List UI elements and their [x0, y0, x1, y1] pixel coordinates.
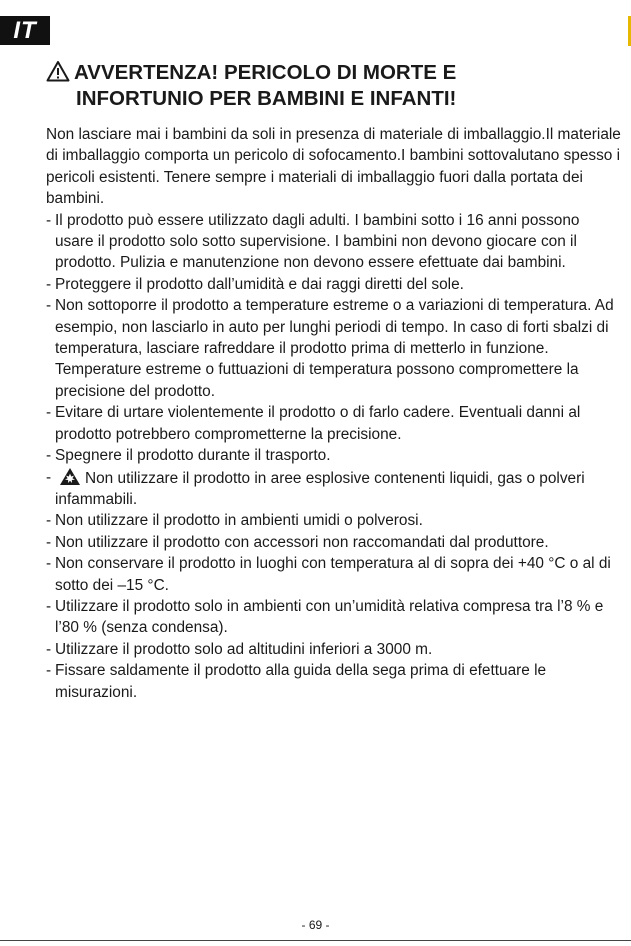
- list-item: - Evitare di urtare violentemente il prodotto o di farlo cadere. Eventuali danni al prodotto potrebbero comprometterne la precisione.: [46, 404, 581, 443]
- list-item: - Non utilizzare il prodotto con accessori non raccomandati dal produttore.: [46, 533, 549, 551]
- explosion-warning-icon: [59, 467, 81, 486]
- list-item: - Utilizzare il prodotto solo in ambienti con un’umidità relativa compresa tra l’8 % e l’80 % (senza condensa).: [46, 597, 604, 637]
- list-item: - Il prodotto può essere utilizzato dagli adulti. I bambini sotto i 16 anni possono usare il prodotto solo sotto supervisione. I bambini non devono giocare con il prodotto. Pulizia e manutenzione non devono essere efettuate dai bambini.: [46, 211, 580, 272]
- list-item: - Non sottoporre il prodotto a temperature estreme o a variazioni di temperatura. Ad esempio, non lasciarlo in auto per lunghi periodi di tempo. In caso di forti sbalzi di temperatura, lasciare rafreddare il prodotto prima di metterlo in funzione. Temperature estreme o futtuazioni di temperatura possono compromettere la precisione del prodotto.: [46, 297, 614, 400]
- warning-heading: [46, 60, 606, 112]
- warning-triangle-icon: [46, 60, 70, 82]
- page-number: - 69 -: [301, 918, 330, 932]
- list-item: - Utilizzare il prodotto solo ad altitudini inferiori a 3000 m.: [46, 640, 433, 658]
- safety-instructions: [46, 124, 621, 703]
- list-item: - Proteggere il prodotto dall’umidità e dai raggi diretti del sole.: [46, 275, 464, 293]
- list-item: - Non utilizzare il prodotto in ambienti umidi o polverosi.: [46, 512, 423, 530]
- list-item-explosive: - Non utilizzare il prodotto in aree esplosive contenenti liquidi, gas o polveri infammabili.: [46, 468, 585, 508]
- list-item: - Non conservare il prodotto in luoghi con temperatura al di sopra dei +40 °C o al di sotto dei –15 °C.: [46, 555, 611, 594]
- bottom-divider: [0, 940, 631, 941]
- safety-list: [46, 210, 621, 703]
- warning-title-line2: INFORTUNIO PER BAMBINI E INFANTI!: [76, 87, 457, 110]
- list-item: - Fissare saldamente il prodotto alla guida della sega prima di efettuare le misurazioni.: [46, 662, 547, 701]
- warning-title-line1: AVVERTENZA! PERICOLO DI MORTE E: [74, 61, 457, 84]
- language-badge: IT: [0, 16, 50, 45]
- list-item: - Spegnere il prodotto durante il trasporto.: [46, 447, 331, 465]
- intro-paragraph: Non lasciare mai i bambini da soli in presenza di materiale di imballaggio.Il materiale di imballaggio comporta un pericolo di sofocamento.I bambini sottovalutano spesso i pericoli esistenti. Tenere sempre i materiali di imballaggio fuori dalla portata dei bambini.: [46, 126, 621, 208]
